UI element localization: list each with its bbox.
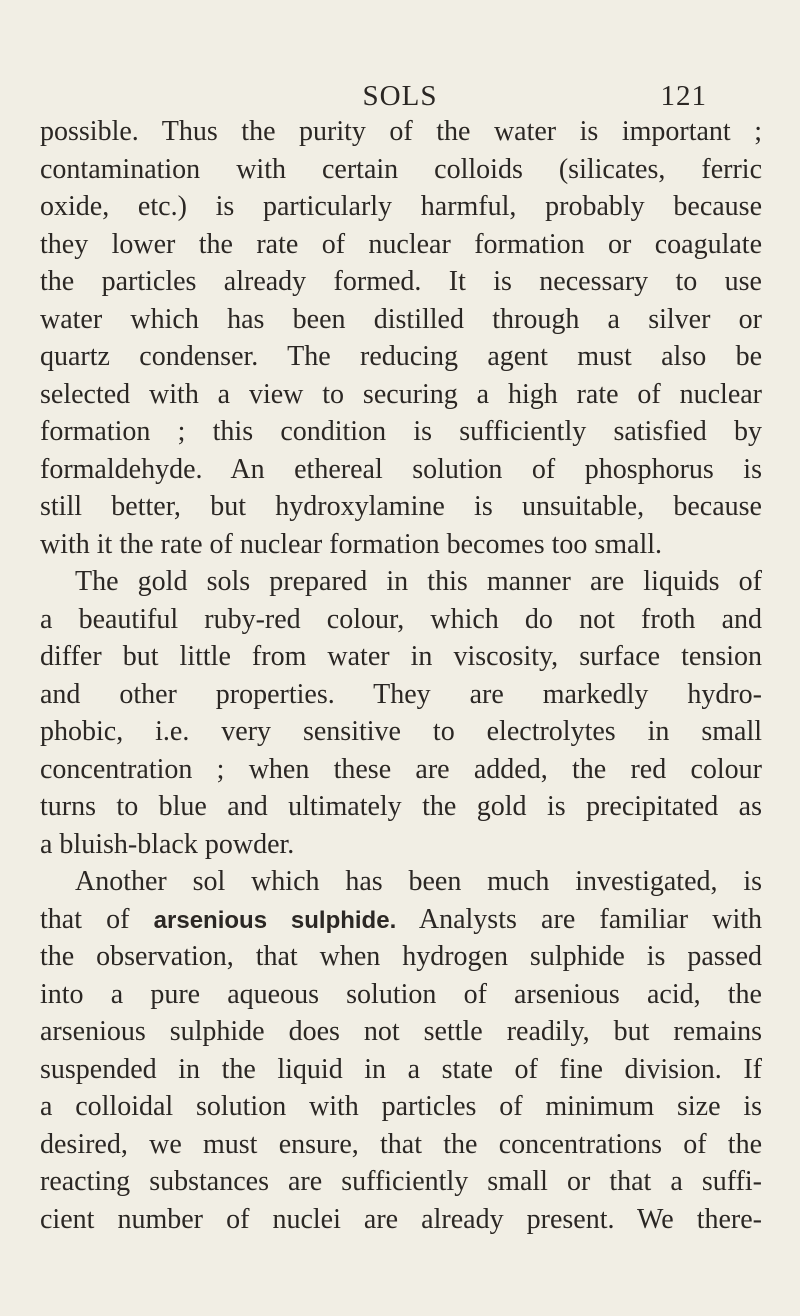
- text-line: they lower the rate of nuclear formation or coagulate: [40, 228, 762, 260]
- text-line: into a pure aqueous solution of arsenious acid, the: [40, 978, 762, 1010]
- text-segment: Analysts are familiar with: [396, 903, 762, 935]
- text-line: still better, but hydroxylamine is unsuitable, because: [40, 491, 762, 522]
- text-line: concentration ; when these are added, the red colour: [40, 753, 762, 785]
- text-line: the particles already formed. It is necessary to use: [40, 266, 762, 297]
- text-line: the observation, that when hydrogen sulphide is passed: [40, 941, 762, 972]
- text-line: cient number of nuclei are already present. We there-: [40, 1203, 762, 1235]
- text-line: suspended in the liquid in a state of fine division. If: [40, 1053, 762, 1085]
- text-line: water which has been distilled through a silver or: [40, 303, 762, 335]
- text-line: quartz condenser. The reducing agent must also be: [40, 341, 762, 372]
- text-line: phobic, i.e. very sensitive to electrolytes in small: [40, 716, 762, 747]
- text-line: selected with a view to securing a high rate of nuclear: [40, 378, 762, 410]
- text-line: desired, we must ensure, that the concentrations of the: [40, 1128, 762, 1160]
- text-line: differ but little from water in viscosity, surface tension: [40, 641, 762, 672]
- text-line-with-bold: [40, 901, 762, 939]
- text-line: oxide, etc.) is particularly harmful, probably because: [40, 191, 762, 222]
- page-number: 121: [660, 80, 707, 112]
- running-head: [0, 76, 800, 116]
- text-segment: that of: [40, 903, 154, 935]
- text-line: turns to blue and ultimately the gold is precipitated as: [40, 791, 762, 822]
- text-line: Another sol which has been much investigated, is: [75, 866, 762, 897]
- text-line: formaldehyde. An ethereal solution of phosphorus is: [40, 453, 762, 485]
- text-line: with it the rate of nuclear formation becomes too small.: [40, 528, 663, 560]
- body-text: [40, 113, 762, 1238]
- running-title: SOLS: [362, 80, 438, 112]
- text-line: formation ; this condition is sufficiently satisfied by: [40, 416, 762, 447]
- text-line: a bluish-black powder.: [40, 828, 295, 860]
- text-line: reacting substances are sufficiently small or that a suffi-: [40, 1166, 762, 1197]
- text-line: a colloidal solution with particles of minimum size is: [40, 1091, 762, 1122]
- bold-term: arsenious sulphide.: [153, 906, 397, 934]
- text-line: a beautiful ruby-red colour, which do not froth and: [40, 603, 762, 635]
- text-line: arsenious sulphide does not settle readily, but remains: [40, 1016, 762, 1047]
- text-line: The gold sols prepared in this manner are liquids of: [75, 566, 762, 597]
- text-line: and other properties. They are markedly hydro-: [40, 678, 762, 710]
- text-line: possible. Thus the purity of the water is important ;: [40, 116, 762, 147]
- text-line: contamination with certain colloids (silicates, ferric: [40, 153, 762, 185]
